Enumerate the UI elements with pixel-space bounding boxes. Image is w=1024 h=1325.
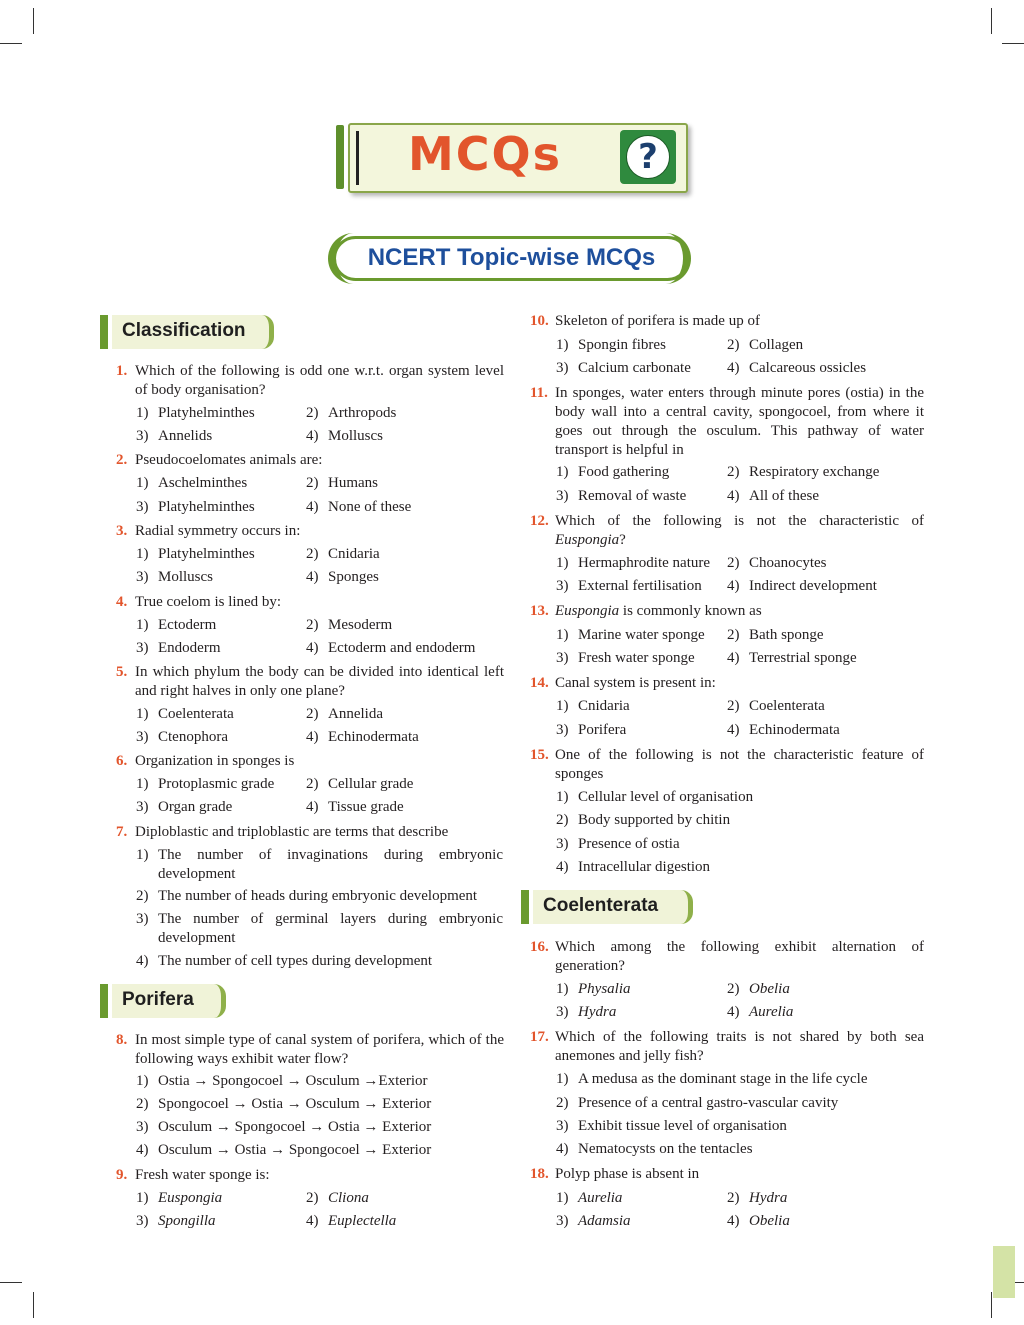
option: 1) Platyhelminthes [136, 546, 255, 562]
question-stem: Fresh water sponge is: [135, 1167, 270, 1183]
crop-mark [33, 8, 34, 34]
option: 2) Cnidaria [306, 546, 380, 562]
option: 1) Ostia → Spongocoel → Osculum →Exterior [136, 1073, 428, 1089]
section-title: Porifera [122, 989, 194, 1010]
option: 3) Removal of waste [556, 488, 687, 504]
option: 4) Intracellular digestion [556, 859, 711, 875]
option: 2) The number of heads during embryonic development [136, 888, 478, 904]
option: 3) Annelids [136, 428, 213, 444]
option: 1) Physalia [556, 981, 631, 997]
option: 3) Osculum → Spongocoel → Ostia → Exterior [136, 1119, 432, 1135]
question-stem: Skeleton of porifera is made up of [555, 313, 760, 329]
question-mark-glyph: ? [626, 135, 670, 179]
option: 3) Spongilla [136, 1213, 216, 1229]
option: 4) Aurelia [727, 1004, 794, 1020]
option: 2) Humans [306, 475, 378, 491]
question-stem: In which phylum the body can be divided into identical left and right halves in only one plane? [135, 664, 504, 699]
option: 4) Molluscs [306, 428, 384, 444]
option: 4) Osculum → Ostia → Spongocoel → Exterior [136, 1142, 432, 1158]
option: 3) The number of germinal layers during embryonic development [136, 911, 503, 946]
question-stem: In sponges, water enters through minute pores (ostia) in the body wall into a central cavity, spongocoel, from where it goes out through the osculum. This pathway of water transport is helpful in [555, 385, 924, 458]
option: 4) Indirect development [727, 578, 877, 594]
crop-mark [0, 43, 22, 44]
option: 1) Marine water sponge [556, 627, 705, 643]
question-stem: One of the following is not the characteristic feature of sponges [555, 747, 924, 782]
section-title: Classification [122, 320, 246, 341]
section-bar [100, 984, 108, 1018]
section-heading-porifera [100, 984, 226, 1018]
page-edge-tab [993, 1246, 1015, 1298]
question-number: 1. [116, 363, 128, 379]
question-stem: Diploblastic and triploblastic are terms that describe [135, 824, 449, 840]
option: 2) Mesoderm [306, 617, 393, 633]
option: 3) Organ grade [136, 799, 233, 815]
option: 1) A medusa as the dominant stage in the life cycle [556, 1071, 868, 1087]
option: 1) Platyhelminthes [136, 405, 255, 421]
option: 2) Coelenterata [727, 698, 825, 714]
option: 3) Hydra [556, 1004, 617, 1020]
option: 4) Ectoderm and endoderm [306, 640, 476, 656]
option: 2) Arthropods [306, 405, 397, 421]
option: 1) Cnidaria [556, 698, 630, 714]
section-heading-coelenterata [521, 890, 693, 924]
crop-mark [33, 1292, 34, 1318]
option: 3) Porifera [556, 722, 627, 738]
subtitle-pill [333, 236, 690, 281]
option: 3) Fresh water sponge [556, 650, 695, 666]
option: 4) All of these [727, 488, 819, 504]
option: 2) Obelia [727, 981, 790, 997]
option: 3) Platyhelminthes [136, 499, 255, 515]
option: 4) Echinodermata [727, 722, 840, 738]
crop-mark [0, 1282, 22, 1283]
crop-mark [1002, 43, 1024, 44]
crop-mark [991, 8, 992, 34]
banner-title: MCQs [408, 127, 563, 181]
option: 1) Food gathering [556, 464, 670, 480]
option: 2) Cellular grade [306, 776, 414, 792]
question-stem: Canal system is present in: [555, 675, 716, 691]
option: 1) The number of invaginations during embryonic development [136, 847, 503, 882]
option: 4) Euplectella [306, 1213, 397, 1229]
option: 2) Collagen [727, 337, 804, 353]
option: 4) Nematocysts on the tentacles [556, 1141, 753, 1157]
question-mark-icon [620, 130, 676, 184]
option: 3) Presence of ostia [556, 836, 680, 852]
banner-inner-bar [356, 131, 359, 185]
question-stem: Which among the following exhibit alternation of generation? [555, 939, 924, 974]
option: 3) Calcium carbonate [556, 360, 691, 376]
option: 1) Euspongia [136, 1190, 223, 1206]
option: 1) Ectoderm [136, 617, 217, 633]
question-stem: Which of the following traits is not shared by both sea anemones and jelly fish? [555, 1029, 924, 1064]
option: 2) Respiratory exchange [727, 464, 880, 480]
option: 2) Presence of a central gastro-vascular cavity [556, 1095, 839, 1111]
question-stem: Euspongia is commonly known as [555, 603, 762, 619]
option: 2) Hydra [727, 1190, 788, 1206]
option: 2) Bath sponge [727, 627, 824, 643]
question-stem: Polyp phase is absent in [555, 1166, 700, 1182]
option: 1) Aurelia [556, 1190, 623, 1206]
option: 4) Sponges [306, 569, 379, 585]
option: 4) Tissue grade [306, 799, 404, 815]
option: 4) Echinodermata [306, 729, 419, 745]
question-stem: True coelom is lined by: [135, 594, 282, 610]
subtitle-label: NCERT Topic-wise MCQs [367, 244, 656, 271]
option: 3) Exhibit tissue level of organisation [556, 1118, 787, 1134]
option: 2) Annelida [306, 706, 383, 722]
option: 3) Molluscs [136, 569, 214, 585]
question-stem: Organization in sponges is [135, 753, 295, 769]
question-stem: Pseudocoelomates animals are: [135, 452, 323, 468]
question-stem: Which of the following is odd one w.r.t. organ system level of body organisation? [135, 363, 504, 398]
option: 1) Hermaphrodite nature [556, 555, 711, 571]
option: 4) Terrestrial sponge [727, 650, 857, 666]
section-title: Coelenterata [543, 895, 659, 916]
option: 1) Protoplasmic grade [136, 776, 275, 792]
option: 3) Adamsia [556, 1213, 631, 1229]
section-heading-classification [100, 315, 275, 349]
option: 1) Cellular level of organisation [556, 789, 754, 805]
crop-mark [991, 1292, 992, 1318]
section-bar [521, 890, 529, 924]
option: 3) Ctenophora [136, 729, 228, 745]
option: 2) Spongocoel → Ostia → Osculum → Exterior [136, 1096, 432, 1112]
option: 3) Endoderm [136, 640, 221, 656]
banner-green-bar [336, 125, 344, 189]
option: 3) External fertilisation [556, 578, 702, 594]
option: 1) Aschelminthes [136, 475, 248, 491]
question-stem: Radial symmetry occurs in: [135, 523, 301, 539]
question-stem: In most simple type of canal system of porifera, which of the following ways exhibit water flow? [135, 1032, 504, 1067]
section-bar [100, 315, 108, 349]
question-stem: Which of the following is not the characteristic of Euspongia? [555, 513, 924, 548]
option: 1) Spongin fibres [556, 337, 666, 353]
option: 4) The number of cell types during development [136, 953, 433, 969]
option: 4) None of these [306, 499, 412, 515]
option: 2) Choanocytes [727, 555, 827, 571]
option: 1) Coelenterata [136, 706, 234, 722]
option: 2) Cliona [306, 1190, 369, 1206]
option: 2) Body supported by chitin [556, 812, 731, 828]
option: 4) Calcareous ossicles [727, 360, 867, 376]
option: 4) Obelia [727, 1213, 790, 1229]
